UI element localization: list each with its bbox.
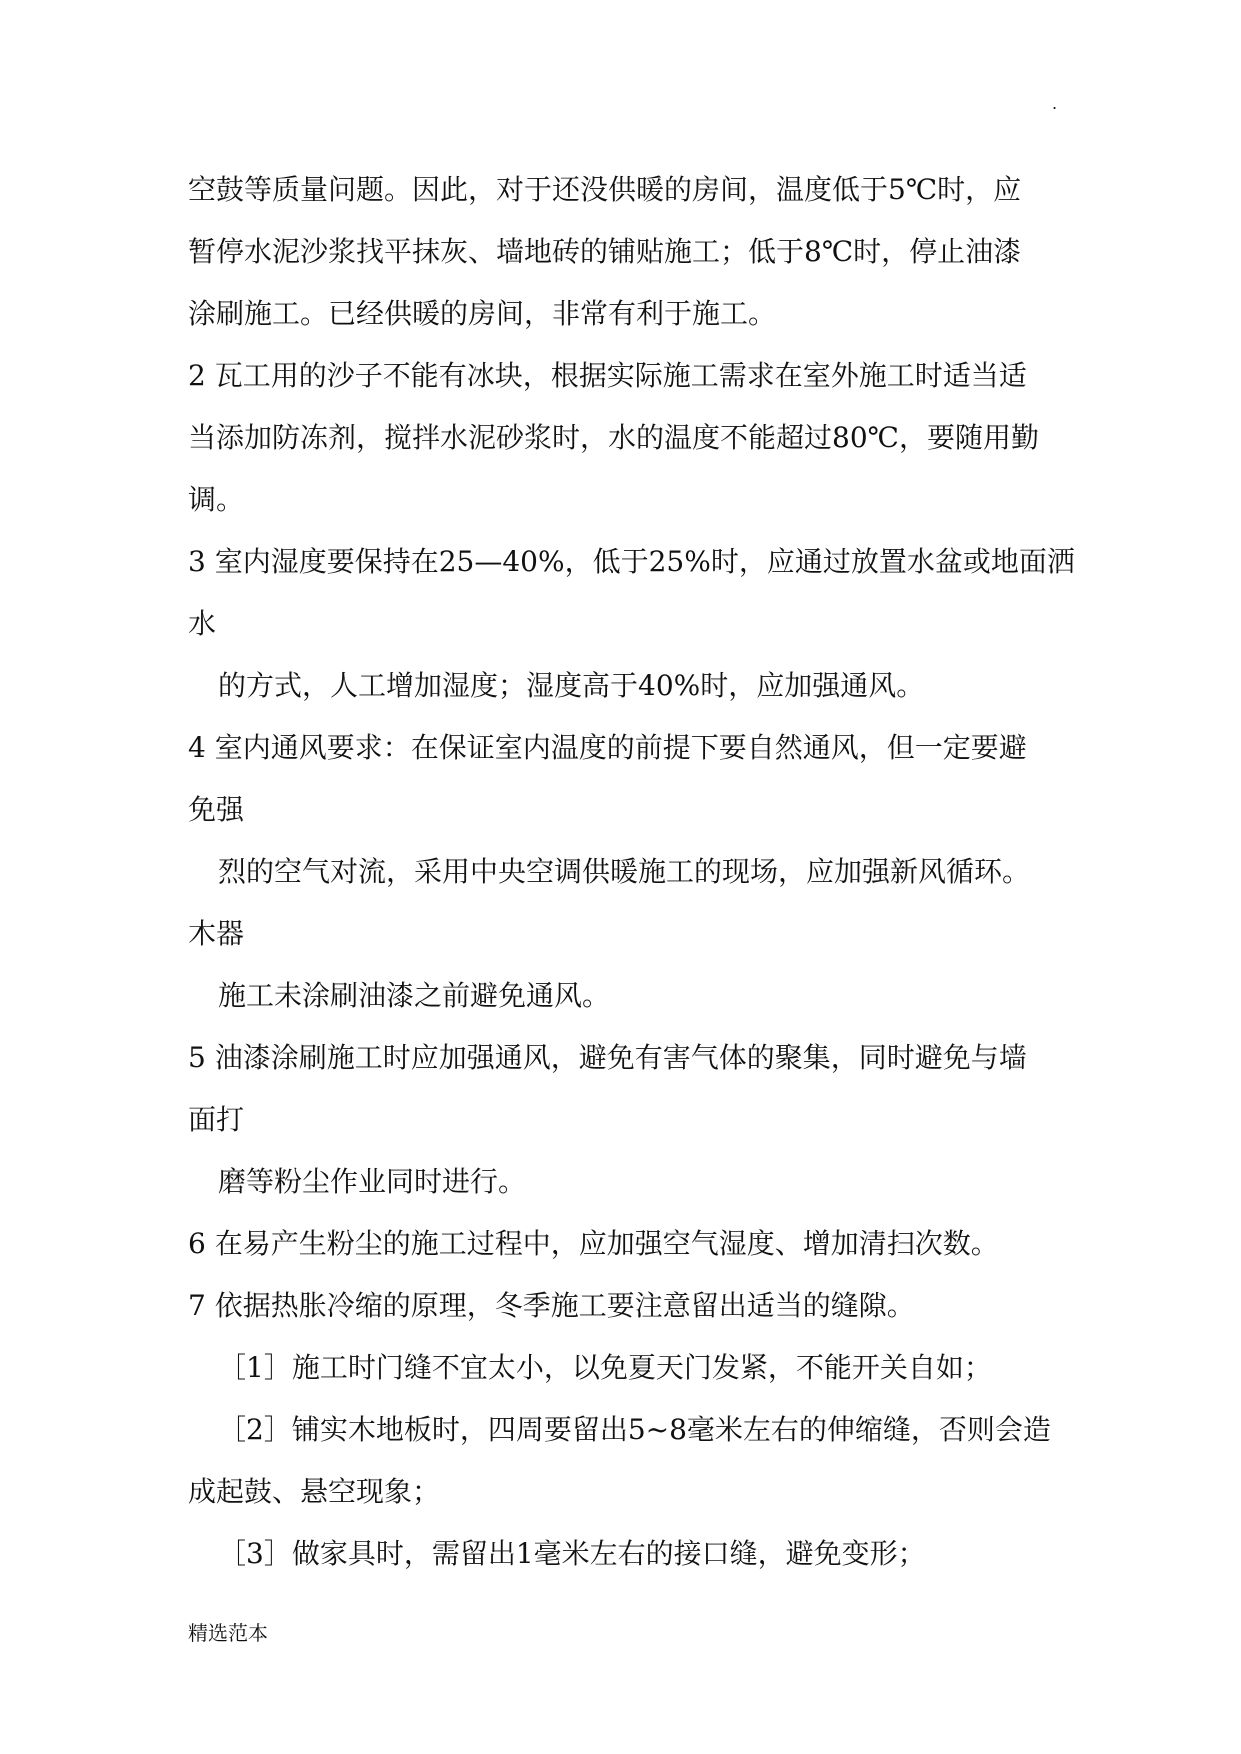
text-line: 面打 (188, 1103, 245, 1136)
text-line: 暂停水泥沙浆找平抹灰、墙地砖的铺贴施工；低于8℃时，停止油漆 (188, 235, 1022, 268)
page-footer: 精选范本 (188, 1621, 268, 1645)
text-line: 免强 (188, 793, 245, 826)
document-body (188, 159, 1075, 1585)
text-line: 烈的空气对流，采用中央空调供暖施工的现场，应加强新风循环。 (218, 855, 1031, 888)
text-line: 的方式，人工增加湿度；湿度高于40%时，应加强通风。 (218, 669, 925, 702)
text-line: 5 油漆涂刷施工时应加强通风，避免有害气体的聚集，同时避免与墙 (188, 1041, 1027, 1074)
text-line: 7 依据热胀冷缩的原理，冬季施工要注意留出适当的缝隙。 (188, 1289, 915, 1322)
text-line: 磨等粉尘作业同时进行。 (218, 1165, 527, 1198)
header-dot: . (1052, 94, 1058, 113)
text-line: 3 室内湿度要保持在25—40%，低于25%时，应通过放置水盆或地面洒 (188, 545, 1075, 578)
text-line: ［1］施工时门缝不宜太小，以免夏天门发紧，不能开关自如； (218, 1351, 992, 1384)
text-line: 调。 (188, 483, 245, 516)
text-line: 2 瓦工用的沙子不能有冰块，根据实际施工需求在室外施工时适当适 (188, 359, 1027, 392)
text-line: 施工未涂刷油漆之前避免通风。 (218, 979, 611, 1012)
text-line: 木器 (188, 917, 245, 950)
text-line: 空鼓等质量问题。因此，对于还没供暖的房间，温度低于5℃时，应 (188, 173, 1022, 206)
text-line: 当添加防冻剂，搅拌水泥砂浆时，水的温度不能超过80℃，要随用勤 (188, 421, 1039, 454)
text-line: 涂刷施工。已经供暖的房间，非常有利于施工。 (188, 297, 777, 330)
text-line: 成起鼓、悬空现象； (188, 1475, 441, 1508)
text-line: 4 室内通风要求：在保证室内温度的前提下要自然通风，但一定要避 (188, 731, 1027, 764)
text-line: ［3］做家具时，需留出1毫米左右的接口缝，避免变形； (218, 1537, 926, 1570)
text-line: ［2］铺实木地板时，四周要留出5~8毫米左右的伸缩缝，否则会造 (218, 1413, 1051, 1446)
text-line: 6 在易产生粉尘的施工过程中，应加强空气湿度、增加清扫次数。 (188, 1227, 999, 1260)
text-line: 水 (188, 607, 217, 640)
